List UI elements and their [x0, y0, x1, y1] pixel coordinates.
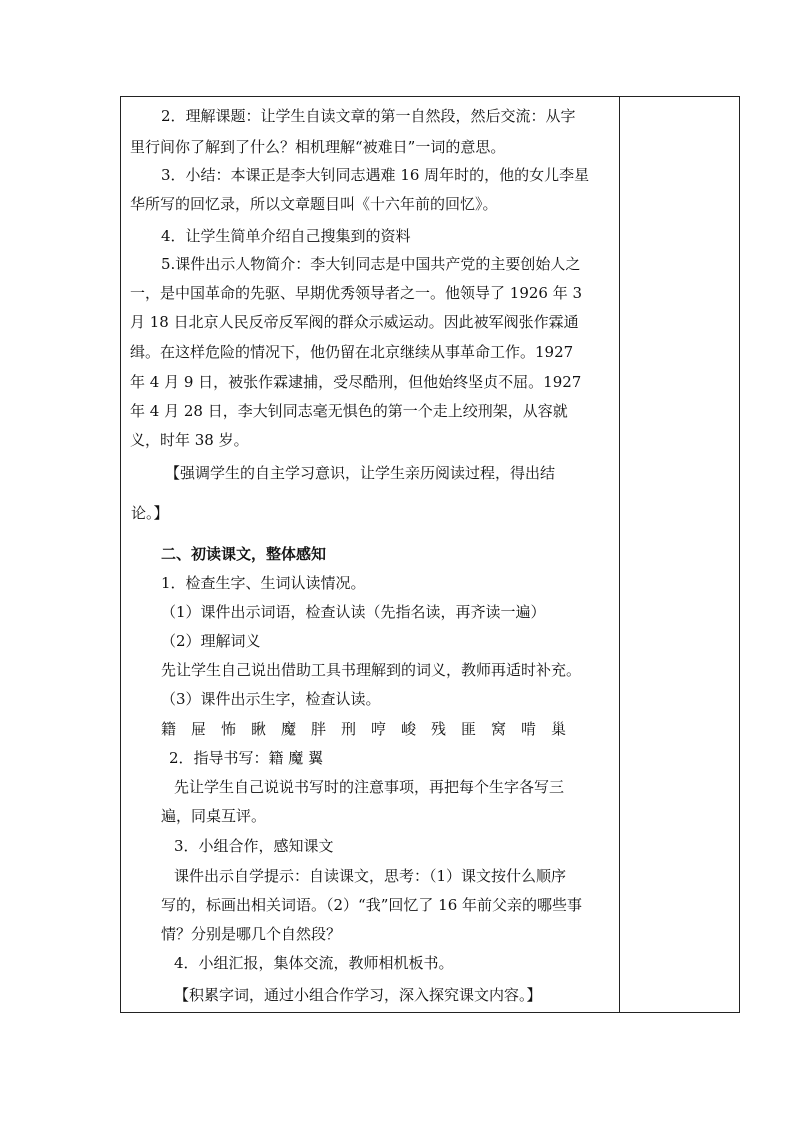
text-line: 年 4 月 28 日，李大钊同志毫无惧色的第一个走上绞刑架，从容就	[130, 402, 568, 420]
lesson-table	[120, 96, 740, 1013]
content-cell	[121, 97, 619, 1012]
text-line: 里行间你了解到了什么？相机理解“被难日”一词的意思。	[130, 138, 506, 156]
text-line: 4．让学生简单介绍自己搜集到的资料	[161, 227, 411, 245]
text-line: 先让学生自己说出借助工具书理解到的词义，教师再适时补充。	[161, 661, 582, 679]
text-line: 3．小组合作，感知课文	[174, 837, 334, 855]
text-line: 1．检查生字、生词认读情况。	[161, 574, 366, 592]
column-divider	[619, 97, 620, 1012]
text-line: 写的，标画出相关词语。（2）“我”回忆了 16 年前父亲的哪些事	[161, 896, 583, 914]
text-line: （1）课件出示词语，检查认读（先指名读，再齐读一遍）	[161, 603, 546, 621]
text-line: 2．指导书写：籍 魔 翼	[169, 749, 324, 767]
text-line: 3．小结：本课正是李大钊同志遇难 16 周年时的，他的女儿李星	[161, 166, 590, 184]
text-line: 遍，同桌互评。	[161, 807, 267, 825]
text-line: 缉。在这样危险的情况下，他仍留在北京继续从事革命工作。1927	[130, 343, 574, 361]
text-line: 华所写的回忆录，所以文章题目叫《十六年前的回忆》。	[130, 195, 498, 213]
text-line: 年 4 月 9 日，被张作霖逮捕，受尽酷刑，但他始终坚贞不屈。1927	[130, 373, 582, 391]
text-line: 月 18 日北京人民反帝反军阀的群众示威运动。因此被军阀张作霖通	[130, 313, 579, 331]
text-line: （2）理解词义	[161, 632, 261, 650]
character-list: 籍 屉 怖 瞅 魔 胖 刑 哼 峻 残 匪 窝 啃 巢	[161, 720, 567, 738]
section-heading: 二、初读课文，整体感知	[161, 545, 327, 563]
text-line: 一，是中国革命的先驱、早期优秀领导者之一。他领导了 1926 年 3	[130, 284, 583, 302]
text-line: 义，时年 38 岁。	[130, 431, 249, 449]
text-line: 情？分别是哪几个自然段？	[161, 925, 342, 943]
teaching-note: 论。】	[131, 504, 169, 522]
text-line: 4．小组汇报，集体交流，教师相机板书。	[174, 954, 454, 972]
text-line: （3）课件出示生字，检查认读。	[161, 690, 381, 708]
teaching-note: 【积累字词，通过小组合作学习，深入探究课文内容。】	[174, 986, 542, 1004]
text-line: 先让学生自己说说书写时的注意事项，再把每个生字各写三	[174, 778, 565, 796]
teaching-note: 【强调学生的自主学习意识，让学生亲历阅读过程，得出结	[165, 464, 556, 482]
text-line: 课件出示自学提示：自读课文，思考：（1）课文按什么顺序	[174, 867, 567, 885]
text-line: 5.课件出示人物简介：李大钊同志是中国共产党的主要创始人之	[161, 255, 581, 273]
text-line: 2．理解课题：让学生自读文章的第一自然段，然后交流：从字	[161, 107, 576, 125]
